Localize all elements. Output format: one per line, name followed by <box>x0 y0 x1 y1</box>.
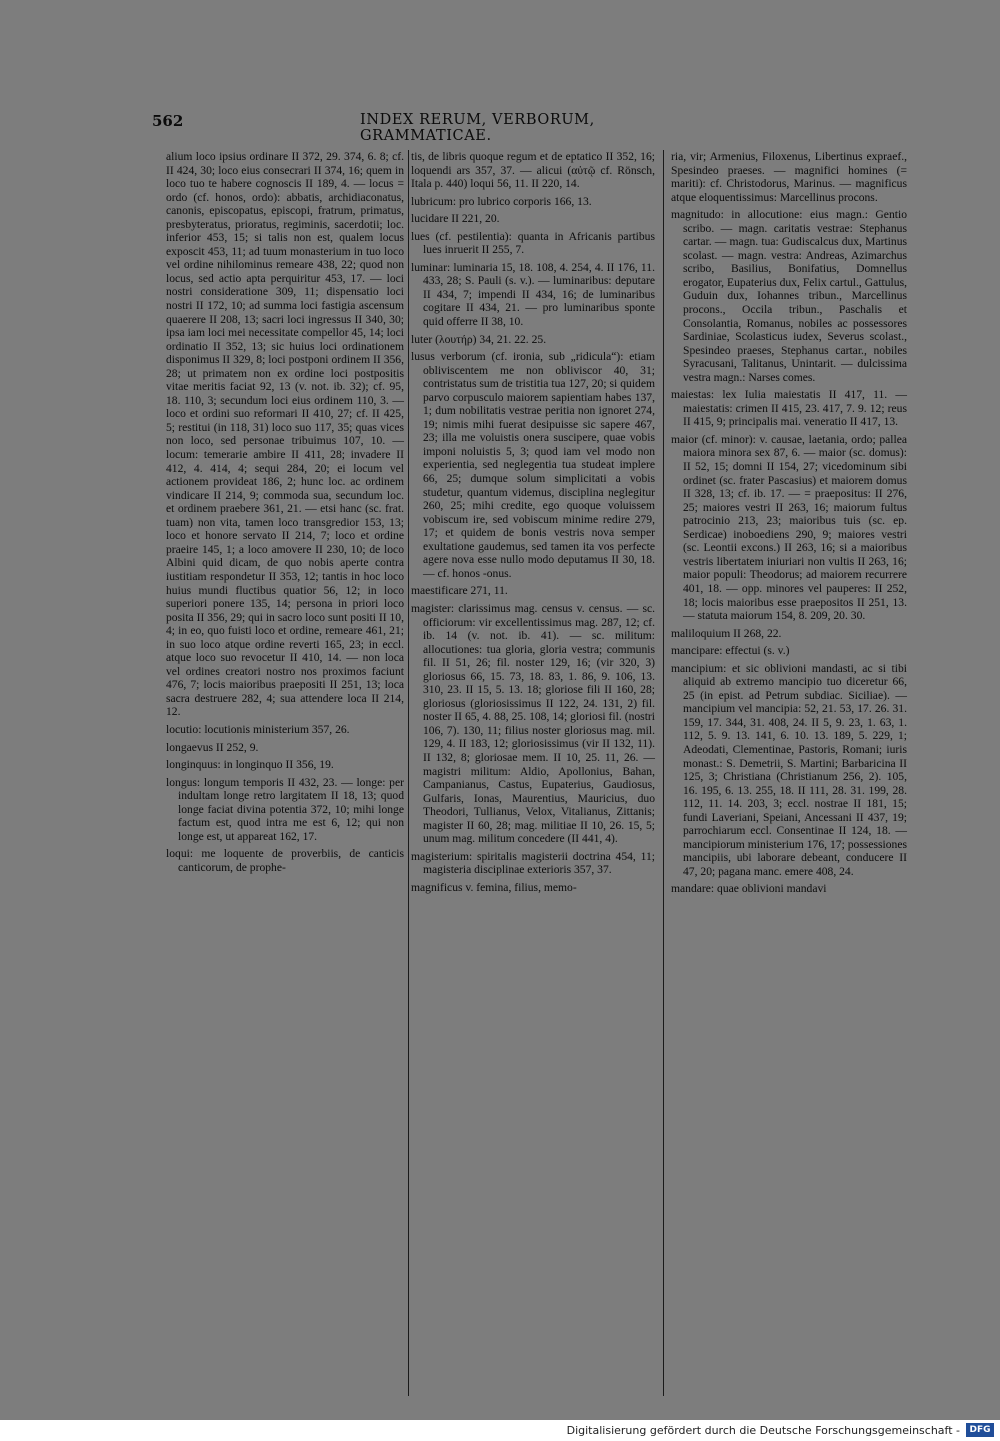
index-entry: mancipium: et sic oblivioni mandasti, ac si tibi aliquid ab extremo mancipio tuo diceretur 66, 25 (in epist. ad Petrum subdiac. Siciliae). — mancipium vel mancipia: 52, 21. 53, 17. 26. 31. 159, 17. 344, 31. 408, 24. II 5, 9. 23, 1. 63, 1. 112, 5. 9. 13. 141, 6. 10. 13. 189, 5. 229, 1; Adeodati, Clementinae, Pastoris, Romani; iuris monast.: S. Demetrii, S. Martini; Barbaricina II 125, 3; Christiana (Christianum 256, 2). 105, 16. 195, 6. 13. 255, 18. II 111, 28. 31. 199, 28. 112, 11. 14. 203, 3; eccl. nostrae II 181, 15; fundi Laveriani, Speiani, Ancessani II 437, 19; parrochiarum eccl. Consentinae II 124, 18. — mancipiorum ministerium 176, 17; possessiones mancipiis, ubi laborare debeant, conducere II 47, 20; pagana manc. emere 408, 24. <box>671 661 907 878</box>
column-2 <box>411 150 655 898</box>
index-entry: longus: longum temporis II 432, 23. — longe: per indultam longe retro largitatem II 18, 13; quod longe faciat divina potentia 372, 10; mihi longe factum est, quod intra me est 6, 12; qui non longe est, ut appareat 162, 17. <box>166 775 404 843</box>
index-entry: maliloquium II 268, 22. <box>671 626 782 640</box>
index-entry: tis, de libris quoque regum et de eptatico II 352, 16; loquendi ars 357, 37. — alicui (αὐτῷ cf. Rönsch, Itala p. 440) loqui 56, 11. II 220, 14. <box>411 150 655 191</box>
index-entry: alium loco ipsius ordinare II 372, 29. 374, 6. 8; cf. II 424, 30; loco eius consecrari II 374, 16; quem in loco tuo te habere cognoscis II 189, 4. — locus = ordo (cf. honos, ordo): abbatis, archidiaconatus, canonis, episcopatus, episcopi, fratrum, primatus, presbyteratus, prioratus, regiminis, sacerdotii; loc. inferior 453, 15; si talis non est, qualem locus exposcit 453, 11; ad tuum monasterium in tuo loco vel ordine nihilominus remeare 438, 22; quod non locus, sed actio apta perquiritur 453, 17. — loci nostri consideratione 309, 11; dispensatio loci nostri II 172, 10; ad summa loci fastigia ascensum quaerere II 208, 13; sacri loci ingressus II 340, 30; ipsa iam loci mei necessitate compellor 45, 14; loci ordinatio II 352, 13; sic huius loci ordinationem disponimus II 329, 8; loci postponi ordinem II 356, 28; ut primatem non ex ordine loci postpositis vitae meritis faciat 92, 13 (v. not. ib. 32); cf. 95, 18. 110, 3; secundum loci eius ordinem 110, 3. — loco et ordini suo reformari II 410, 27; cf. II 425, 5; restitui (in 118, 31) loco suo 117, 35; quas vices non loco, sed personae tribuimus 107, 10. — locum: temerarie ambire II 411, 28; invadere II 412, 4. 414, 4; sequi 284, 20; ei locum vel actionem provideat 186, 2; hunc loc. ac ordinem vindicare II 214, 9; commoda sua, secundum loc. et ordinem praebere 361, 21. — etsi hanc (sc. frat. tuam) non vita, tamen loco transgredior 153, 13; loco et honore servato II 214, 7; loco et ordine praeire 145, 1; a loco amovere II 230, 10; de loco Albini quid dicam, de quo nobis aperte contra iustitiam respondetur II 353, 12; tantis in hoc loco huius mundi fluctibus quatior 56, 12; in loco superiori ponere 135, 14; persona in priori loco posita II 356, 29; qui in sacro loco sunt positi II 10, 4; in eo, quo fuisti loco et ordine, remeare 461, 21; in suo loco atque ordine reverti 165, 23; in eccl. atque loco suo revocetur II 410, 14. — non loca vel ordines creatori nostro nos proximos faciunt 476, 7; locis maioribus praepositi II 251, 13; loca sacra destruere 282, 4; sua attendere loca II 214, 12. <box>166 150 404 719</box>
index-entry: maiestas: lex Iulia maiestatis II 417, 11. — maiestatis: crimen II 415, 23. 417, 7. 9. 12; reus II 415, 9; principalis mai. veneratio II 417, 13. <box>671 388 907 429</box>
column-divider <box>663 150 664 1396</box>
index-entry: locutio: locutionis ministerium 357, 26. <box>166 722 350 736</box>
index-entry: magnitudo: in allocutione: eius magn.: Gentio scribo. — magn. caritatis vestrae: Stephanus cartar. — magn. tua: Gudiscalcus dux, Martinus scolast. — magn. vestra: Andreas, Azimarchus scribo, Basilius, Bonifatius, Domnellus erogator, Eupaterius dux, Felix cartul., Gattulus, Guduin dux, Iohannes tribun., Marcellinus procons., Occila tribun., Paschalis et Consolantia, Romanus, nobiles ac possessores Sardiniae, Scolasticus iudex, Severus scolast., Spesindeo praeses, Stephanus cartar., nobiles Syracusani, Talitanus, Unintarit. — dulcissima vestra magn.: Narses comes. <box>671 208 907 384</box>
index-entry: lubricum: pro lubrico corporis 166, 13. <box>411 194 592 208</box>
index-entry: mancipare: effectui (s. v.) <box>671 644 790 658</box>
index-entry: longinquus: in longinquo II 356, 19. <box>166 758 334 772</box>
index-entry: lusus verborum (cf. ironia, sub „ridicula“): etiam obliviscentem me non obliviscor 40, 31; contristatus sum de tristitia tua 127, 20; si quidem parvo corpusculo maiorem sapientiam habes 137, 1; dum nobilitatis vestrae peritia non ignoret 274, 19; nimis mihi fuerat desipuisse sic sapere 467, 23; illa me voluistis onera suscipere, quae vobis imponi noluistis 5, 3; quod iam vel modo non experientia, sed neglegentia tua studeat implere 66, 25; dumque solum simplicitati a vobis studetur, quantum videmus, disciplina neglegitur 260, 25; mihi credite, ego quoque voluissem vobiscum ire, sed vobiscum minime redire 279, 17; et quidem de bonis vestris nova semper exultatione gaudemus, sed tamen ita vos perfecte agere nova esse nullo modo deputamus II 30, 18. — cf. honos -onus. <box>411 350 655 580</box>
index-entry: magister: clarissimus mag. census v. census. — sc. officiorum: vir excellentissimus mag. 287, 12; cf. ib. 14 (v. not. ib. 41). — sc. militum: allocutiones: tua gloria, gloria vestra; communis fil. II 51, 26; fil. noster 129, 16; (vir 320, 3) gloriosus 66, 15. 73, 18. 83, 1. 86, 9. 106, 13. 310, 23. II 15, 5. 13. 18; gloriose fili II 160, 28; gloriosus (gloriosissimus II 122, 24. 131, 2) fil. noster II 65, 4. 88, 25. 108, 14; gloriosi fil. (nostri 106, 7). 130, 11; filius noster gloriosus mag. mil. 129, 4. II 183, 12; gloriosissimus (vir II 132, 11). II 132, 8; gloriosae mem. II 10, 25. 11, 26. — magistri militum: Aldio, Apollonius, Bahan, Campanianus, Castus, Eupaterius, Gaudiosus, Gulfaris, Ionas, Maurentius, Mauricius, duo Theodori, Tullianus, Velox, Vitalianus, Zittanis; magister II 60, 28; mag. militiae II 10, 26. 15, 5; unum mag. militum concedere (II 441, 4). <box>411 601 655 846</box>
index-entry: loqui: me loquente de proverbiis, de canticis canticorum, de prophe- <box>166 847 404 874</box>
page-title: INDEX RERUM, VERBORUM, GRAMMATICAE. <box>360 112 595 144</box>
index-entry: magisterium: spiritalis magisterii doctrina 454, 11; magisteria disciplinae exterioris 357, 37. <box>411 849 655 877</box>
index-entry: maestificare 271, 11. <box>411 584 508 598</box>
index-entry: ria, vir; Armenius, Filoxenus, Libertinus expraef., Spesindeo praeses. — magnifici homines (= mariti): cf. Christodorus, Marinus. — magnificus atque eloquentissimus: Marcellinus procons. <box>671 150 907 204</box>
index-entry: magnificus v. femina, filius, memo- <box>411 880 577 894</box>
column-1 <box>166 150 404 878</box>
index-entry: luter (λουτήρ) 34, 21. 22. 25. <box>411 332 547 346</box>
dfg-logo: DFG <box>966 1423 994 1437</box>
index-entry: luminar: luminaria 15, 18. 108, 4. 254, 4. II 176, 11. 433, 28; S. Pauli (s. v.). — luminaribus: deputare II 434, 7; impendi II 434, 16; de luminaribus cogitare II 434, 21. — pro luminaribus sponte quid offerre II 38, 10. <box>411 260 655 329</box>
page-number: 562 <box>152 112 184 130</box>
column-divider <box>408 150 409 1396</box>
column-3 <box>671 150 907 900</box>
index-entry: mandare: quae oblivioni mandavi <box>671 882 827 896</box>
running-header <box>152 112 700 144</box>
index-entry: lucidare II 221, 20. <box>411 212 500 226</box>
index-entry: longaevus II 252, 9. <box>166 740 259 754</box>
footer-credit: Digitalisierung gefördert durch die Deutsche Forschungsgemeinschaft - <box>566 1424 960 1437</box>
index-entry: maior (cf. minor): v. causae, laetania, ordo; pallea maiora minora sex 87, 6. — maior (sc. domus): II 52, 15; domni II 154, 27; vicedominum sibi ordinet (sc. frater Pascasius) et maiorem domus II 328, 13; cf. ib. 17. — = praepositus: II 276, 25; maiores vestri II 263, 16; maiorum fultus patrocinio 213, 23; maioribus tuis (sc. ep. Serdicae) inoboediens 290, 9; maiores vestri (sc. Leontii excons.) II 263, 16; si a maioribus vestris libertatem iniuriari non vultis II 263, 16; maior populi: Theodorus; ad maiorem recurrere 401, 18. — opp. minores vel pauperes: II 252, 18; locis maioribus esse praepositos II 251, 13. — statuta maiorum 154, 8. 209, 20. 30. <box>671 432 907 623</box>
index-entry: lues (cf. pestilentia): quanta in Africanis partibus lues inruerit II 255, 7. <box>411 229 655 257</box>
